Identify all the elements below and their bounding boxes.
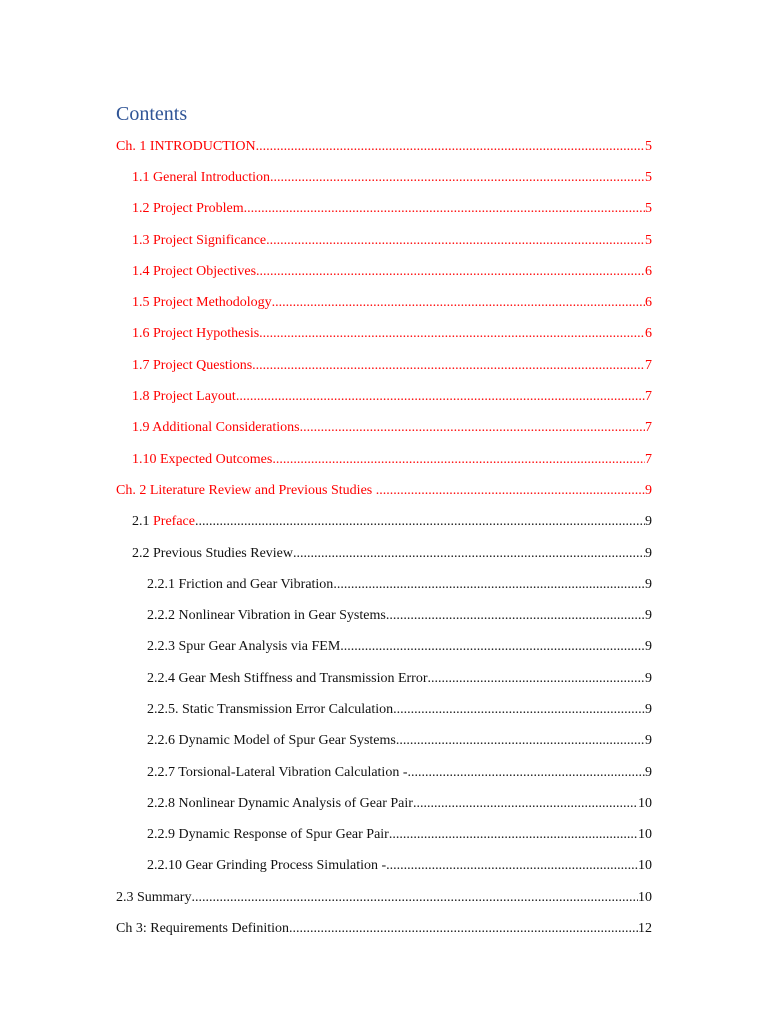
toc-page-number: 9 bbox=[645, 764, 652, 780]
toc-page-number: 9 bbox=[645, 733, 652, 749]
toc-entry-1-1[interactable] bbox=[0, 162, 768, 193]
toc-page-number: 7 bbox=[645, 357, 652, 373]
toc-leader-dots bbox=[252, 357, 645, 375]
toc-leader-dots bbox=[396, 732, 645, 750]
toc-entry-1-10[interactable] bbox=[0, 444, 768, 475]
toc-entry-2-2-2[interactable] bbox=[0, 600, 768, 631]
toc-entry-2-2-7[interactable] bbox=[0, 757, 768, 788]
toc-leader-dots bbox=[272, 451, 645, 469]
toc-leader-dots bbox=[376, 482, 645, 500]
toc-entry-ch2[interactable] bbox=[0, 475, 768, 506]
toc-entry-2-3[interactable] bbox=[0, 882, 768, 913]
toc-entry-label: 2.2.2 Nonlinear Vibration in Gear Systems bbox=[147, 608, 386, 624]
toc-page-number: 9 bbox=[645, 576, 652, 592]
toc-page-number: 9 bbox=[645, 701, 652, 717]
toc-entry-2-2-4[interactable] bbox=[0, 663, 768, 694]
toc-page-number: 9 bbox=[645, 482, 652, 498]
toc-leader-dots bbox=[340, 638, 645, 656]
toc-entry-label: 1.2 Project Problem bbox=[132, 201, 244, 217]
toc-leader-dots bbox=[407, 764, 645, 782]
toc-entry-number: 2.1 bbox=[132, 514, 153, 530]
toc-page-number: 5 bbox=[645, 232, 652, 248]
toc-entry-label: 2.2.10 Gear Grinding Process Simulation - bbox=[147, 858, 387, 874]
toc-leader-dots bbox=[270, 169, 645, 187]
toc-entry-label: 1.3 Project Significance bbox=[132, 232, 267, 248]
toc-entry-2-2-9[interactable] bbox=[0, 820, 768, 851]
toc-leader-dots bbox=[259, 325, 645, 343]
toc-page-number: 10 bbox=[638, 889, 652, 905]
toc-page-number: 9 bbox=[645, 608, 652, 624]
toc-entry-2-2-1[interactable] bbox=[0, 569, 768, 600]
toc-leader-dots bbox=[413, 795, 638, 813]
toc-page-number: 5 bbox=[645, 201, 652, 217]
toc-page-number: 7 bbox=[645, 451, 652, 467]
toc-leader-dots bbox=[266, 232, 645, 250]
toc-page-number: 7 bbox=[645, 420, 652, 436]
toc-leader-dots bbox=[333, 576, 645, 594]
toc-page-number: 9 bbox=[645, 639, 652, 655]
toc-page-number: 6 bbox=[645, 326, 652, 342]
toc-heading: Contents bbox=[116, 103, 188, 125]
toc-entry-1-2[interactable] bbox=[0, 194, 768, 225]
toc-page-number: 9 bbox=[645, 670, 652, 686]
toc-leader-dots bbox=[244, 200, 645, 218]
toc-entry-label: 1.9 Additional Considerations bbox=[132, 420, 300, 436]
toc-page-number: 12 bbox=[638, 921, 652, 937]
toc-entry-label: Ch. 2 Literature Review and Previous Studies bbox=[116, 482, 376, 498]
toc-entry-1-4[interactable] bbox=[0, 256, 768, 287]
toc-page-number: 7 bbox=[645, 389, 652, 405]
toc-leader-dots bbox=[236, 388, 645, 406]
toc-entry-label: Preface bbox=[153, 514, 195, 530]
toc-leader-dots bbox=[393, 701, 645, 719]
toc-entry-2-2-8[interactable] bbox=[0, 788, 768, 819]
toc-leader-dots bbox=[256, 263, 645, 281]
toc-page-number: 9 bbox=[645, 545, 652, 561]
toc-leader-dots bbox=[256, 138, 645, 156]
toc-entry-label: 1.1 General Introduction bbox=[132, 169, 271, 185]
toc-entry-2-2-10[interactable] bbox=[0, 851, 768, 882]
toc-entry-ch3[interactable] bbox=[0, 913, 768, 944]
toc-entry-label: Ch 3: Requirements Definition bbox=[116, 921, 290, 937]
table-of-contents bbox=[0, 131, 768, 945]
toc-leader-dots bbox=[428, 670, 645, 688]
toc-leader-dots bbox=[191, 889, 638, 907]
toc-page-number: 9 bbox=[645, 514, 652, 530]
toc-entry-1-7[interactable] bbox=[0, 350, 768, 381]
toc-entry-label: 2.2.8 Nonlinear Dynamic Analysis of Gear Pair bbox=[147, 795, 413, 811]
toc-leader-dots bbox=[386, 607, 645, 625]
toc-page-number: 10 bbox=[638, 858, 652, 874]
toc-page-number: 10 bbox=[638, 827, 652, 843]
toc-entry-label: 2.2.9 Dynamic Response of Spur Gear Pair bbox=[147, 827, 389, 843]
toc-entry-label: 2.2.6 Dynamic Model of Spur Gear Systems bbox=[147, 733, 396, 749]
toc-entry-label: 2.2.1 Friction and Gear Vibration bbox=[147, 576, 334, 592]
toc-entry-label: Ch. 1 INTRODUCTION bbox=[116, 138, 256, 154]
toc-entry-2-2[interactable] bbox=[0, 538, 768, 569]
toc-leader-dots bbox=[293, 545, 645, 563]
toc-entry-1-3[interactable] bbox=[0, 225, 768, 256]
toc-entry-label: 1.4 Project Objectives bbox=[132, 263, 257, 279]
toc-leader-dots bbox=[386, 857, 638, 875]
toc-leader-dots bbox=[289, 920, 638, 938]
toc-entry-1-6[interactable] bbox=[0, 319, 768, 350]
toc-entry-label: 2.2.4 Gear Mesh Stiffness and Transmission Error bbox=[147, 670, 428, 686]
toc-entry-1-8[interactable] bbox=[0, 381, 768, 412]
toc-entry-label: 1.6 Project Hypothesis bbox=[132, 326, 260, 342]
toc-entry-label: 2.2.7 Torsional-Lateral Vibration Calculation - bbox=[147, 764, 408, 780]
toc-entry-label: 1.5 Project Methodology bbox=[132, 295, 272, 311]
toc-entry-1-9[interactable] bbox=[0, 413, 768, 444]
toc-leader-dots bbox=[389, 826, 638, 844]
toc-page-number: 5 bbox=[645, 169, 652, 185]
toc-entry-2-2-5[interactable] bbox=[0, 694, 768, 725]
toc-leader-dots bbox=[272, 294, 645, 312]
toc-entry-label: 2.2.3 Spur Gear Analysis via FEM bbox=[147, 639, 341, 655]
toc-entry-label: 2.2.5. Static Transmission Error Calculation bbox=[147, 701, 394, 717]
toc-entry-label: 1.8 Project Layout bbox=[132, 389, 236, 405]
toc-entry-2-2-3[interactable] bbox=[0, 632, 768, 663]
toc-entry-2-1[interactable] bbox=[0, 507, 768, 538]
toc-page-number: 6 bbox=[645, 295, 652, 311]
toc-entry-label: 1.10 Expected Outcomes bbox=[132, 451, 273, 467]
toc-leader-dots bbox=[195, 513, 645, 531]
toc-entry-label: 2.2 Previous Studies Review bbox=[132, 545, 293, 561]
toc-entry-label: 1.7 Project Questions bbox=[132, 357, 253, 373]
toc-page-number: 5 bbox=[645, 138, 652, 154]
toc-leader-dots bbox=[300, 419, 645, 437]
toc-page-number: 6 bbox=[645, 263, 652, 279]
toc-entry-ch1[interactable] bbox=[0, 131, 768, 162]
toc-entry-label: 2.3 Summary bbox=[116, 889, 192, 905]
toc-entry-1-5[interactable] bbox=[0, 287, 768, 318]
toc-entry-2-2-6[interactable] bbox=[0, 726, 768, 757]
toc-page-number: 10 bbox=[638, 795, 652, 811]
